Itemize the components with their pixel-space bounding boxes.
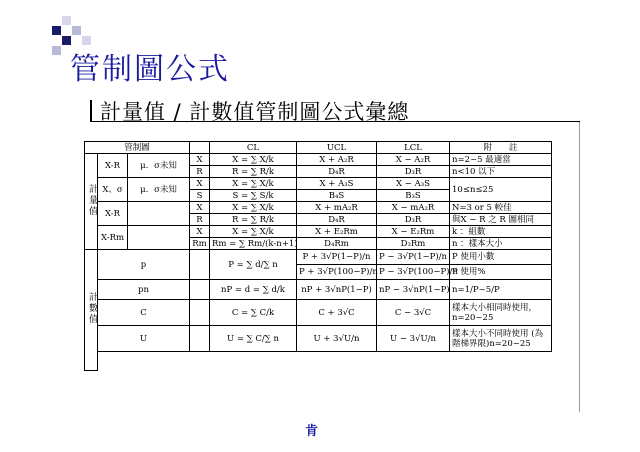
header-ucl: UCL (297, 142, 377, 154)
cell-ucl: C + 3√C (297, 300, 377, 326)
cell-stat: R (190, 166, 210, 178)
cell-note: 樣本大小相同時使用，n=20~25 (450, 300, 552, 326)
decor-square (52, 26, 61, 35)
cell-stat (190, 280, 210, 300)
cell-lcl: D₃R (377, 166, 450, 178)
group-attribute-label: 計數值 (87, 291, 97, 325)
cell-ucl: P + 3√P(100−P)/n (297, 265, 377, 280)
cell-cl: R = ∑ R/k (210, 214, 297, 226)
footer-mark: 肯 (305, 424, 319, 439)
cell-lcl: D₃R (377, 214, 450, 226)
cell-condition: μ．σ未知 (128, 154, 190, 178)
cell-ucl: D₄Rm (297, 238, 377, 250)
cell-cl: X = ∑ X/k (210, 154, 297, 166)
cell-lcl: X − A₂R (377, 154, 450, 166)
decor-square (52, 46, 61, 55)
cell-note: P 使用小數 (450, 250, 552, 265)
cell-ucl: U + 3√U/n (297, 326, 377, 352)
side-rule (579, 122, 580, 412)
cell-note: 與X − R 之 R 圖相同 (450, 214, 552, 226)
cell-lcl: C − 3√C (377, 300, 450, 326)
cell-stat: S (190, 190, 210, 202)
cell-chart: pn (98, 280, 190, 300)
header-blank (190, 142, 210, 154)
cell-chart: X-R (98, 202, 128, 226)
cell-cl: P = ∑ d/∑ n (210, 250, 297, 280)
cell-ucl: X + E₂Rm (297, 226, 377, 238)
table-header-row (85, 142, 552, 154)
table-row (85, 202, 552, 214)
table-row (85, 364, 552, 370)
header-note: 附 註 (450, 142, 552, 154)
cell-lcl: X − A₃S (377, 178, 450, 190)
decor-square (72, 26, 81, 35)
cell-chart: U (98, 326, 190, 352)
table-row (85, 154, 552, 166)
cell-cl: C = ∑ C/k (210, 300, 297, 326)
header-chart: 管制圖 (85, 142, 190, 154)
cell-chart: X-Rm (98, 226, 128, 250)
cell-ucl: X + mA₂R (297, 202, 377, 214)
cell-lcl: B₃S (377, 190, 450, 202)
cell-note: P 使用% (450, 265, 552, 280)
header-lcl: LCL (377, 142, 450, 154)
formula-table (84, 141, 552, 371)
cell-stat: X (190, 154, 210, 166)
cell-cl: X = ∑ X/k (210, 226, 297, 238)
decor-square (62, 16, 71, 25)
cell-cl: X = ∑ X/k (210, 202, 297, 214)
cell-stat (190, 250, 210, 280)
cell-cl: U = ∑ C/∑ n (210, 326, 297, 352)
cell-ucl: D₄R (297, 214, 377, 226)
cell-stat: X (190, 226, 210, 238)
cell-lcl: P − 3√P(100−P)/n (377, 265, 450, 280)
title-rule-vertical (90, 100, 92, 122)
cell-cl: X = ∑ X/k (210, 178, 297, 190)
cell-chart: X、σ (98, 178, 128, 202)
cell-lcl: U − 3√U/n (377, 326, 450, 352)
table-row (85, 300, 552, 326)
table-row (85, 178, 552, 190)
cell-cl: nP = d = ∑ d/k (210, 280, 297, 300)
table-row (85, 280, 552, 300)
group-attribute (85, 250, 98, 371)
cell-ucl: P + 3√P(1−P)/n (297, 250, 377, 265)
table-row (85, 226, 552, 238)
cell-condition (128, 202, 190, 226)
cell-ucl: D₄R (297, 166, 377, 178)
table-spacer (98, 364, 552, 370)
cell-condition (128, 226, 190, 250)
cell-stat: Rm (190, 238, 210, 250)
cell-lcl: P − 3√P(1−P)/n (377, 250, 450, 265)
group-variable (85, 154, 98, 250)
cell-lcl: X − mA₂R (377, 202, 450, 214)
header-cl: CL (210, 142, 297, 154)
cell-chart: C (98, 300, 190, 326)
cell-chart: p (98, 250, 190, 280)
cell-cl: Rm = ∑ Rm/(k-n+1) (210, 238, 297, 250)
cell-note: n ：樣本大小 (450, 238, 552, 250)
table-row (85, 326, 552, 352)
cell-lcl: nP − 3√nP(1−P) (377, 280, 450, 300)
cell-note: N=3 or 5 較佳 (450, 202, 552, 214)
cell-note: 10≤n≤25 (450, 178, 552, 202)
cell-note: n<10 以下 (450, 166, 552, 178)
cell-stat (190, 326, 210, 352)
cell-ucl: X + A₂R (297, 154, 377, 166)
cell-note: k ：組數 (450, 226, 552, 238)
cell-lcl: X − E₂Rm (377, 226, 450, 238)
cell-ucl: X + A₃S (297, 178, 377, 190)
cell-cl: R = ∑ R/k (210, 166, 297, 178)
slide-title: 管制圖公式 (70, 52, 230, 87)
group-variable-label: 計量值 (87, 183, 97, 217)
cell-stat: X (190, 178, 210, 190)
cell-lcl: D₃Rm (377, 238, 450, 250)
cell-ucl: B₄S (297, 190, 377, 202)
cell-ucl: nP + 3√nP(1−P) (297, 280, 377, 300)
cell-note: n=2~5 最適當 (450, 154, 552, 166)
cell-stat: R (190, 214, 210, 226)
cell-stat: X (190, 202, 210, 214)
cell-note: 樣本大小不同時使用 (為階梯界限)n=20~25 (450, 326, 552, 352)
table-row (85, 250, 552, 265)
cell-stat (190, 300, 210, 326)
slide-subtitle: 計量值 / 計數值管制圖公式彙總 (100, 100, 410, 124)
cell-note: n=1/P~5/P (450, 280, 552, 300)
cell-condition: μ．σ未知 (128, 178, 190, 202)
cell-chart: X-R (98, 154, 128, 178)
cell-cl: S = ∑ S/k (210, 190, 297, 202)
